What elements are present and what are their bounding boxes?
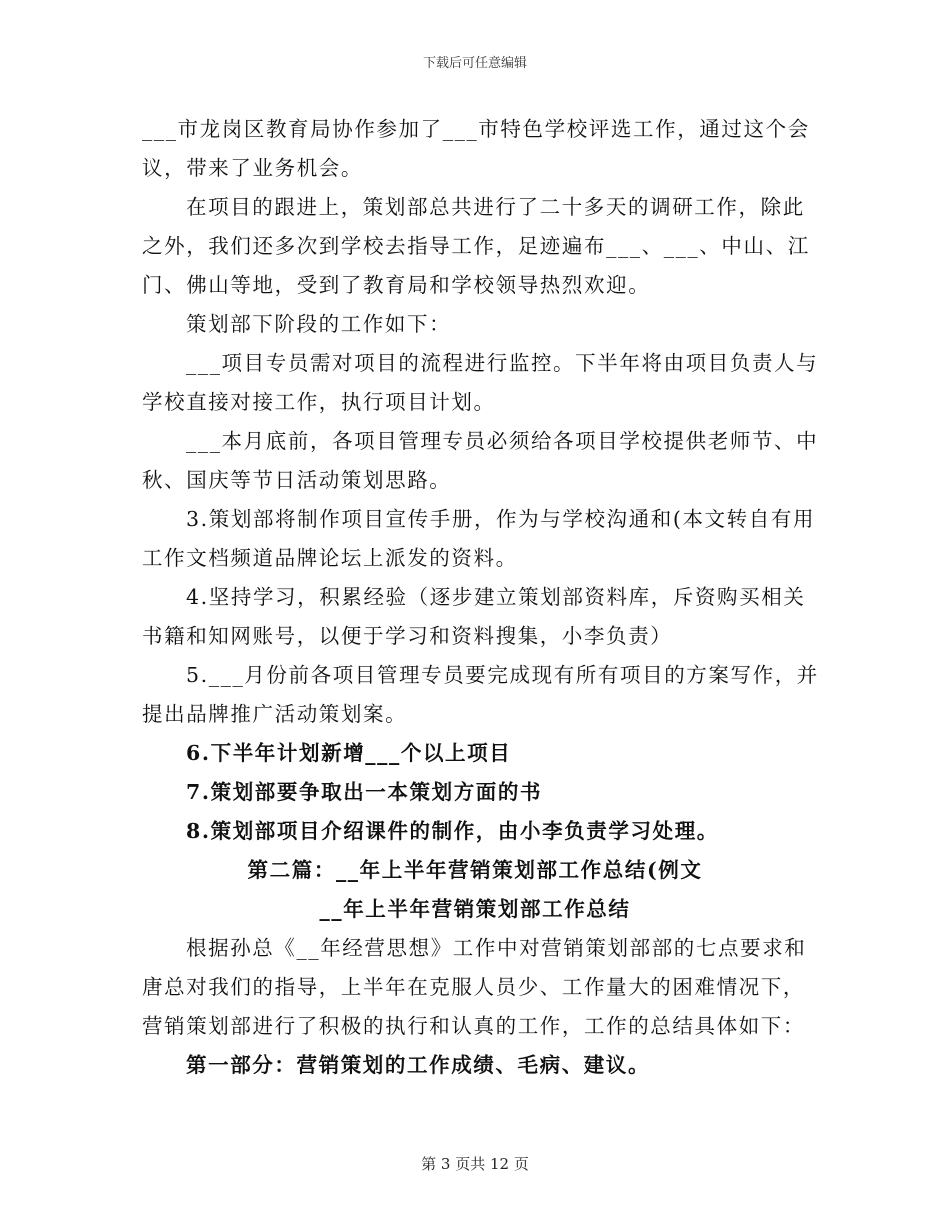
text-line: 4.坚持学习，积累经验（逐步建立策划部资料库，斥资购买相关 <box>186 585 806 609</box>
text-line: 唐总对我们的指导，上半年在克服人员少、工作量大的困难情况下， <box>142 975 805 999</box>
text-line: 书籍和知网账号，以便于学习和资料搜集，小李负责） <box>142 624 673 648</box>
text-line: 提出品牌推广活动策划案。 <box>142 702 408 726</box>
text-line: 8.策划部项目介绍课件的制作，由小李负责学习处理。 <box>186 819 719 843</box>
text-line: 3.策划部将制作项目宣传手册，作为与学校沟通和(本文转自有用 <box>186 507 816 531</box>
text-line: 策划部下阶段的工作如下： <box>186 312 452 336</box>
text-line: 第一部分：营销策划的工作成绩、毛病、建议。 <box>186 1053 651 1077</box>
section-heading: __年上半年营销策划部工作总结 <box>319 897 631 921</box>
text-line: 5.___月份前各项目管理专员要完成现有所有项目的方案写作，并 <box>186 663 819 687</box>
section-heading: 第二篇：__年上半年营销策划部工作总结(例文 <box>247 858 703 882</box>
text-line: 工作文档频道品牌论坛上派发的资料。 <box>142 546 518 570</box>
text-line: 在项目的跟进上，策划部总共进行了二十多天的调研工作，除此 <box>186 195 805 219</box>
text-line: 门、佛山等地，受到了教育局和学校领导热烈欢迎。 <box>142 273 651 297</box>
page-footer: 第 3 页共 12 页 <box>421 1155 529 1173</box>
text-line: 7.策划部要争取出一本策划方面的书 <box>186 780 543 804</box>
text-line: ___本月底前，各项目管理专员必须给各项目学校提供老师节、中 <box>186 429 819 453</box>
text-line: ___项目专员需对项目的流程进行监控。下半年将由项目负责人与 <box>186 351 819 375</box>
page-header: 下载后可任意编辑 <box>422 56 527 71</box>
document-body <box>142 110 819 1085</box>
text-line: ___市龙岗区教育局协作参加了___市特色学校评选工作，通过这个会 <box>142 117 810 141</box>
text-line: 6.下半年计划新增___个以上项目 <box>186 741 512 765</box>
text-line: 根据孙总《__年经营思想》工作中对营销策划部部的七点要求和 <box>186 936 807 960</box>
text-line: 秋、国庆等节日活动策划思路。 <box>142 468 452 492</box>
text-line: 之外，我们还多次到学校去指导工作，足迹遍布___、___、中山、江 <box>142 234 810 258</box>
text-line: 议，带来了业务机会。 <box>142 156 363 180</box>
text-line: 学校直接对接工作，执行项目计划。 <box>142 390 496 414</box>
text-line: 营销策划部进行了积极的执行和认真的工作，工作的总结具体如下： <box>142 1014 805 1038</box>
